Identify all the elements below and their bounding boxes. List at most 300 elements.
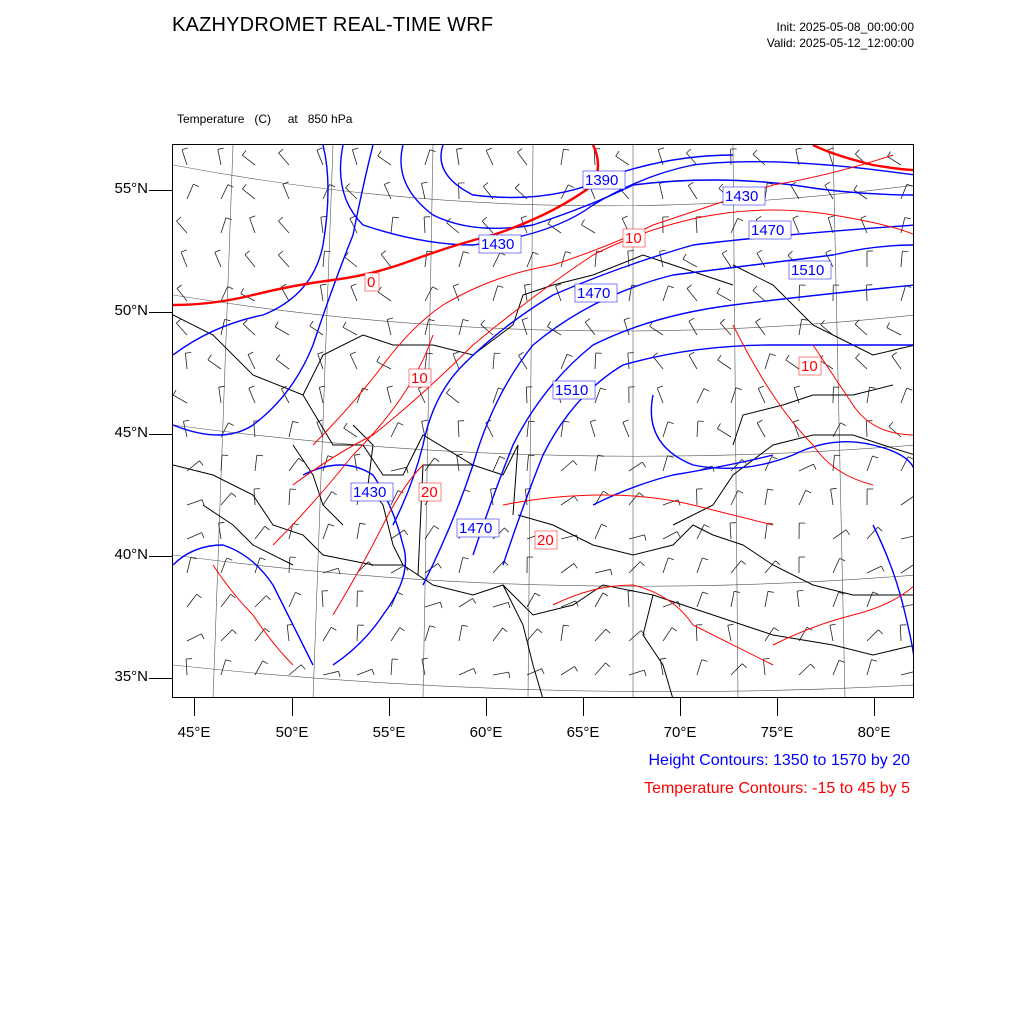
wind-barb-flag	[574, 564, 578, 569]
wind-barb-shaft	[255, 526, 265, 539]
wind-barb-flag	[430, 626, 436, 628]
lat-label: 45°N	[114, 424, 148, 441]
wind-barb-flag	[757, 420, 762, 423]
lon-tick	[292, 698, 293, 716]
wind-barb-flag	[756, 319, 761, 323]
wind-barb-flag	[400, 628, 405, 631]
wind-barb-shaft	[289, 458, 299, 471]
wind-barb-shaft	[765, 183, 767, 199]
wind-barb-flag	[464, 490, 470, 492]
wind-barb-flag	[241, 288, 244, 293]
wind-barb-shaft	[425, 626, 430, 641]
wind-barb-shaft	[901, 564, 914, 573]
wind-barb-shaft	[459, 320, 463, 336]
wind-barb-shaft	[689, 355, 697, 369]
init-time: Init: 2025-05-08_00:00:00	[776, 20, 914, 34]
wind-barb-shaft	[493, 253, 500, 267]
wind-barb-flag	[873, 456, 879, 458]
wind-barb-shaft	[317, 150, 323, 165]
wind-barb-flag	[533, 252, 539, 254]
wind-barb-flag	[278, 217, 283, 221]
wind-barb-shaft	[717, 429, 731, 437]
wind-barb-shaft	[391, 628, 400, 641]
wind-barb-flag	[907, 388, 913, 390]
wind-barb-flag	[678, 500, 680, 506]
wind-barb-flag	[265, 628, 270, 632]
wind-barb-flag	[839, 660, 845, 662]
wind-barb-flag	[770, 354, 776, 356]
wind-barb-flag	[563, 421, 569, 422]
wind-barb-shaft	[833, 558, 840, 573]
wind-barb-shaft	[728, 625, 731, 641]
wind-barb-flag	[199, 461, 203, 466]
wind-barb-shaft	[595, 524, 601, 539]
wind-barb-flag	[438, 564, 442, 569]
height-label-1470: 1470	[751, 222, 785, 239]
wind-barb-shaft	[345, 257, 357, 267]
wind-barb-flag	[683, 254, 686, 259]
wind-barb-flag	[834, 455, 840, 456]
wind-barb-flag	[201, 634, 204, 639]
wind-barb-shaft	[221, 630, 232, 641]
wind-barb-flag	[717, 288, 720, 293]
wind-barb-flag	[463, 252, 469, 254]
wind-barb-flag	[276, 355, 280, 360]
wind-barb-shaft	[867, 660, 871, 675]
wind-barb-flag	[873, 592, 879, 594]
wind-barb-flag	[446, 388, 450, 393]
wind-barb-shaft	[629, 493, 639, 505]
wind-barb-flag	[397, 592, 403, 594]
wind-barb-flag	[422, 658, 428, 659]
valid-time: Valid: 2025-05-12_12:00:00	[766, 36, 914, 50]
wind-barb-flag	[503, 628, 508, 632]
wind-barb-shaft	[177, 289, 187, 302]
wind-barb-flag	[758, 386, 763, 389]
wind-barb-shaft	[182, 150, 187, 165]
wind-barb-shaft	[187, 500, 202, 505]
wind-barb-flag	[427, 251, 433, 252]
wind-barb-shaft	[527, 421, 529, 437]
wind-barb-flag	[422, 420, 428, 421]
wind-barb-flag	[457, 148, 463, 149]
lon-label: 55°E	[372, 724, 406, 741]
wind-barb-shaft	[350, 355, 357, 370]
wind-barb-flag	[668, 286, 674, 288]
wind-barb-shaft	[624, 320, 629, 335]
wind-barb-flag	[786, 355, 789, 360]
wind-barb-flag	[796, 148, 802, 149]
wind-barb-shaft	[457, 455, 459, 471]
wind-barb-flag	[227, 558, 233, 560]
wind-barb-shaft	[219, 387, 221, 403]
lat-tick	[149, 434, 172, 435]
wind-barb-flag	[453, 284, 459, 286]
wind-barb-shaft	[799, 490, 806, 505]
height-label-1510: 1510	[555, 382, 589, 399]
wind-barb-shaft	[221, 455, 222, 471]
wind-barb-shaft	[765, 523, 767, 539]
wind-barb-flag	[344, 423, 347, 428]
wind-barb-flag	[756, 216, 761, 219]
wind-barb-shaft	[686, 153, 697, 165]
wind-barb-flag	[719, 184, 723, 189]
wind-barb-shaft	[616, 156, 629, 165]
wind-barb-flag	[176, 319, 181, 323]
wind-barb-flag	[354, 454, 360, 455]
wind-barb-flag	[794, 386, 800, 388]
wind-barb-flag	[840, 558, 846, 561]
wind-barb-shaft	[289, 665, 301, 675]
map-panel	[172, 144, 914, 698]
wind-barb-shaft	[459, 598, 473, 607]
wind-barb-shaft	[697, 660, 702, 675]
wind-barb-shaft	[900, 625, 901, 641]
wind-barb-shaft	[799, 464, 814, 471]
wind-barb-shaft	[527, 455, 529, 471]
wind-barb-shaft	[697, 489, 698, 505]
wind-barb-flag	[427, 353, 433, 354]
wind-barb-flag	[350, 216, 355, 219]
wind-barb-shaft	[493, 353, 494, 369]
wind-barb-shaft	[221, 594, 231, 607]
wind-barb-flag	[793, 216, 799, 218]
wind-barb-shaft	[218, 149, 221, 165]
lat-tick	[149, 190, 172, 191]
wind-barb-flag	[346, 184, 350, 188]
wind-barb-flag	[387, 386, 393, 388]
wind-barb-shaft	[187, 634, 201, 641]
wind-barb-shaft	[756, 322, 765, 335]
wind-barb-shaft	[482, 221, 493, 233]
temperature-label-10: 10	[801, 358, 818, 375]
lat-label: 55°N	[114, 180, 148, 197]
wind-barb-flag	[802, 319, 808, 320]
wind-barb-shaft	[425, 150, 430, 165]
wind-barb-flag	[183, 420, 189, 421]
wind-barb-shaft	[215, 252, 221, 267]
lon-tick	[583, 698, 584, 716]
wind-barb-flag	[202, 500, 204, 506]
wind-barb-shaft	[346, 188, 357, 199]
wind-barb-flag	[529, 421, 535, 422]
wind-barb-flag	[677, 532, 680, 537]
lon-tick	[389, 698, 390, 716]
wind-barb-flag	[905, 218, 911, 219]
wind-barb-flag	[878, 527, 882, 531]
wind-barb-flag	[377, 356, 380, 361]
lat-label: 35°N	[114, 668, 148, 685]
wind-barb-shaft	[659, 183, 663, 199]
wind-barb-flag	[433, 287, 438, 290]
wind-barb-flag	[185, 353, 191, 354]
wind-barb-flag	[228, 185, 233, 188]
wind-barb-shaft	[275, 327, 289, 335]
wind-barb-flag	[603, 593, 608, 596]
wind-barb-shaft	[525, 285, 528, 301]
wind-barb-flag	[329, 524, 335, 526]
wind-barb-flag	[601, 524, 607, 526]
wind-barb-shaft	[697, 558, 702, 573]
lon-label: 75°E	[760, 724, 794, 741]
wind-barb-shaft	[493, 456, 500, 471]
wind-barb-shaft	[753, 154, 765, 165]
wind-barb-flag	[753, 150, 757, 155]
wind-barb-flag	[260, 558, 266, 560]
wind-barb-flag	[317, 148, 323, 150]
wind-barb-shaft	[687, 289, 697, 302]
wind-barb-shaft	[585, 322, 595, 335]
wind-barb-flag	[422, 182, 428, 183]
wind-barb-shaft	[595, 569, 611, 573]
wind-barb-shaft	[595, 629, 606, 641]
wind-barb-shaft	[243, 324, 255, 335]
wind-barb-flag	[249, 386, 255, 388]
wind-barb-shaft	[653, 357, 663, 370]
temperature-label-10: 10	[411, 370, 428, 387]
wind-barb-shaft	[595, 663, 606, 675]
wind-barb-shaft	[765, 354, 770, 369]
wind-barb-shaft	[663, 532, 677, 540]
wind-barb-shaft	[248, 355, 255, 369]
wind-barb-shaft	[208, 360, 221, 369]
wind-barb-shaft	[255, 455, 257, 471]
wind-barb-shaft	[391, 530, 404, 539]
wind-barb-flag	[473, 598, 476, 603]
wind-barb-shaft	[279, 153, 289, 165]
wind-barb-flag	[908, 457, 913, 460]
wind-barb-shaft	[561, 461, 573, 472]
wind-barb-flag	[440, 602, 442, 608]
wind-barb-shaft	[561, 354, 567, 369]
wind-barb-shaft	[323, 251, 324, 267]
wind-barb-flag	[892, 353, 897, 356]
wind-barb-flag	[482, 217, 486, 221]
wind-barb-shaft	[867, 456, 873, 471]
wind-barb-shaft	[892, 356, 901, 369]
wind-barb-shaft	[384, 185, 391, 200]
wind-barb-flag	[505, 528, 509, 532]
wind-barb-flag	[350, 352, 356, 355]
lat-label: 40°N	[114, 546, 148, 563]
wind-barb-flag	[173, 390, 176, 395]
wind-barb-shaft	[245, 255, 255, 268]
wind-barb-flag	[616, 151, 619, 156]
wind-barb-flag	[772, 457, 778, 460]
wind-barb-shaft	[757, 423, 765, 437]
wind-barb-shaft	[663, 456, 668, 471]
wind-barb-flag	[332, 492, 337, 495]
wind-barb-flag	[623, 420, 629, 422]
height-label-1430: 1430	[725, 188, 759, 205]
wind-barb-shaft	[425, 287, 433, 301]
wind-barb-flag	[517, 149, 522, 153]
wind-barb-shaft	[663, 286, 668, 301]
wind-barb-flag	[463, 558, 469, 559]
wind-barb-flag	[821, 320, 825, 325]
wind-barb-flag	[429, 319, 435, 320]
wind-barb-flag	[881, 566, 884, 571]
wind-barb-shaft	[323, 568, 338, 573]
wind-barb-shaft	[887, 328, 901, 335]
wind-barb-flag	[384, 182, 390, 185]
wind-barb-shaft	[352, 150, 357, 165]
wind-barb-flag	[563, 625, 569, 626]
wind-barb-flag	[321, 216, 327, 217]
wind-barb-shaft	[697, 389, 704, 403]
wind-barb-shaft	[255, 661, 263, 675]
wind-barb-shaft	[181, 252, 187, 267]
wind-barb-flag	[575, 666, 578, 671]
wind-barb-shaft	[799, 319, 802, 335]
wind-barb-shaft	[459, 625, 462, 641]
wind-barb-flag	[498, 286, 504, 288]
wind-barb-shaft	[831, 489, 833, 505]
wind-barb-shaft	[830, 625, 833, 641]
wind-barb-flag	[177, 217, 182, 221]
wind-barb-shaft	[221, 287, 228, 302]
wind-barb-flag	[219, 386, 225, 387]
wind-barb-shaft	[590, 422, 595, 437]
wind-barb-flag	[208, 355, 211, 360]
wind-barb-shaft	[765, 591, 768, 607]
wind-barb-flag	[457, 454, 463, 455]
wind-barb-shaft	[663, 558, 668, 573]
wind-barb-shaft	[758, 389, 765, 404]
temperature-label-20: 20	[537, 532, 554, 549]
wind-barb-flag	[753, 286, 757, 291]
wind-barb-shaft	[457, 149, 460, 165]
wind-barb-shaft	[799, 627, 807, 641]
wind-barb-flag	[404, 530, 407, 535]
wind-barb-flag	[263, 661, 268, 664]
wind-barb-flag	[542, 669, 544, 675]
wind-barb-flag	[278, 251, 283, 255]
lon-label: 65°E	[566, 724, 600, 741]
wind-barb-shaft	[319, 387, 323, 403]
wind-barb-shaft	[323, 185, 330, 200]
wind-barb-shaft	[722, 254, 731, 267]
wind-barb-flag	[606, 629, 610, 633]
wind-barb-shaft	[278, 255, 289, 267]
wind-barb-flag	[372, 669, 374, 675]
wind-barbs	[173, 148, 914, 678]
wind-barb-flag	[672, 628, 677, 631]
wind-barb-shaft	[343, 327, 357, 335]
height-label-1470: 1470	[459, 520, 493, 537]
wind-barb-shaft	[867, 566, 881, 573]
wind-barb-flag	[814, 464, 817, 470]
wind-barb-flag	[703, 592, 709, 594]
wind-barb-shaft	[867, 387, 870, 403]
wind-barb-flag	[519, 352, 524, 355]
wind-barb-flag	[453, 352, 459, 354]
wind-barb-flag	[181, 250, 187, 252]
wind-barb-shaft	[221, 185, 228, 199]
wind-barb-shaft	[493, 561, 504, 573]
wind-barb-shaft	[718, 360, 731, 369]
wind-barb-flag	[660, 658, 666, 659]
wind-barb-flag	[202, 533, 204, 539]
wind-barb-shaft	[731, 491, 738, 505]
wind-barb-flag	[257, 455, 263, 456]
wind-barb-flag	[854, 185, 857, 190]
wind-barb-shaft	[323, 671, 339, 675]
wind-barb-flag	[434, 526, 439, 529]
forecast-times	[767, 19, 914, 51]
wind-barb-shaft	[799, 285, 800, 301]
wind-barb-flag	[245, 251, 250, 255]
wind-barb-shaft	[177, 221, 188, 233]
wind-barb-flag	[573, 461, 577, 466]
wind-barb-flag	[718, 355, 721, 360]
height-contours	[173, 145, 914, 665]
wind-barb-shaft	[425, 251, 427, 267]
wind-barb-shaft	[459, 668, 474, 675]
wind-barb-flag	[215, 250, 221, 252]
wind-barb-flag	[232, 630, 236, 634]
wind-barb-shaft	[493, 672, 509, 675]
wind-barb-flag	[606, 663, 611, 667]
wind-barb-flag	[547, 322, 550, 327]
wind-barb-flag	[509, 672, 510, 678]
height-label-1430: 1430	[481, 236, 515, 253]
wind-barb-flag	[887, 322, 890, 327]
wind-barb-shaft	[221, 493, 231, 505]
wind-barb-shaft	[856, 358, 868, 369]
wind-barb-shaft	[595, 388, 601, 403]
wind-barb-shaft	[629, 562, 640, 573]
wind-barb-shaft	[459, 252, 463, 267]
wind-barb-flag	[225, 319, 231, 320]
lat-tick	[149, 678, 172, 679]
wind-barb-flag	[830, 624, 836, 625]
wind-barb-flag	[645, 535, 647, 541]
wind-barb-flag	[668, 558, 674, 560]
lat-label: 50°N	[114, 302, 148, 319]
wind-barb-flag	[668, 422, 674, 424]
wind-barb-shaft	[561, 252, 565, 267]
wind-barb-shaft	[187, 184, 193, 199]
height-label-1390: 1390	[585, 172, 619, 189]
wind-barb-flag	[266, 596, 270, 600]
wind-barb-flag	[331, 627, 336, 630]
wind-barb-flag	[878, 630, 882, 634]
wind-barb-shaft	[833, 592, 839, 607]
wind-barb-shaft	[697, 421, 698, 437]
wind-barb-flag	[242, 151, 246, 156]
wind-barb-shaft	[289, 489, 290, 505]
wind-barb-flag	[226, 660, 232, 662]
wind-barb-shaft	[791, 185, 799, 199]
wind-barb-shaft	[901, 251, 902, 267]
lon-tick	[777, 698, 778, 716]
wind-barb-flag	[182, 148, 188, 150]
wind-barb-shaft	[561, 625, 563, 641]
wind-barb-shaft	[249, 388, 255, 403]
wind-barb-shaft	[731, 218, 738, 233]
wind-barb-shaft	[289, 557, 290, 573]
wind-barb-flag	[826, 250, 831, 253]
wind-barb-flag	[788, 251, 792, 255]
wind-barb-shaft	[320, 285, 323, 301]
wind-barb-flag	[265, 526, 270, 530]
wind-barb-flag	[226, 218, 232, 220]
wind-barb-shaft	[391, 467, 407, 471]
wind-barb-shaft	[425, 319, 429, 335]
wind-barb-flag	[522, 318, 528, 320]
wind-barb-flag	[339, 671, 340, 677]
